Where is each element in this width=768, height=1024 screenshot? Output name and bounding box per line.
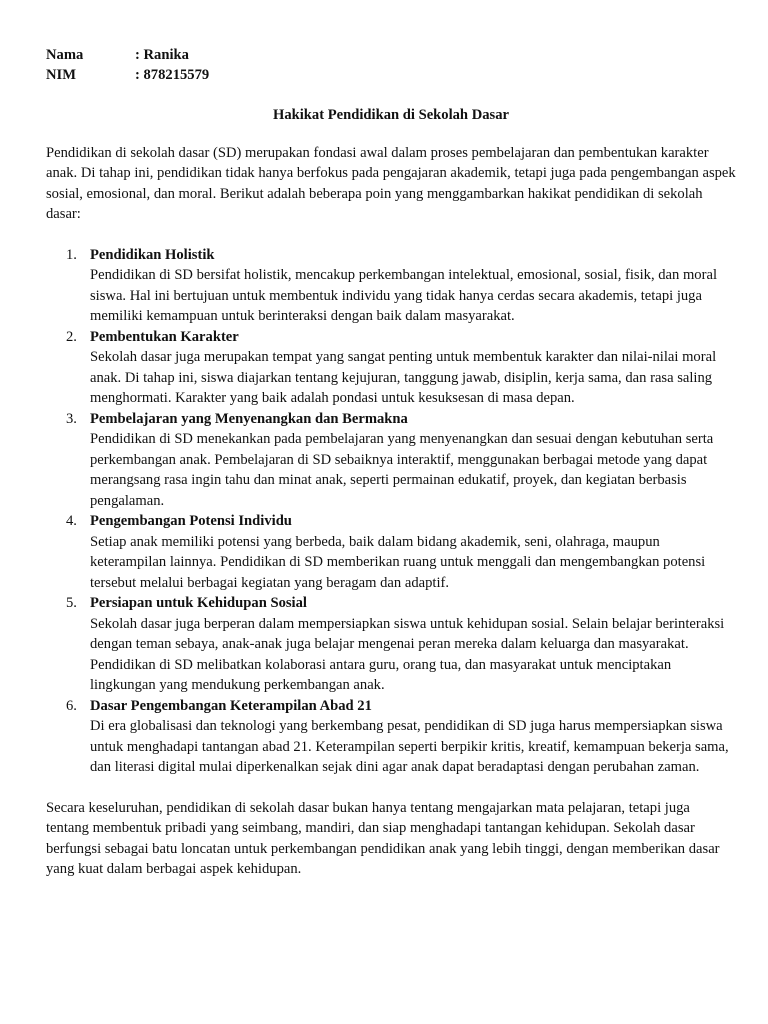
item-title: Pembentukan Karakter	[90, 328, 239, 345]
document-page	[46, 45, 736, 880]
item-number: 1.	[66, 246, 77, 263]
item-number: 6.	[66, 697, 77, 714]
item-title: Persiapan untuk Kehidupan Sosial	[90, 595, 307, 611]
item-number: 4.	[66, 513, 77, 529]
item-number: 5.	[66, 595, 77, 611]
name-label: Nama	[46, 47, 84, 63]
list-item	[46, 409, 736, 512]
item-number: 2.	[66, 328, 77, 345]
item-text: Sekolah dasar juga berperan dalam mempersiapkan siswa untuk kehidupan sosial. Selain belajar berinteraksi dengan teman sebaya, anak-anak juga belajar mengenai peran mereka dalam keluarga dan masyarakat. Pendidikan di SD melibatkan kolaborasi antara guru, orang tua, dan masyarakat untuk menciptakan lingkungan yang mendukung perkembangan anak.	[90, 615, 725, 693]
item-body	[90, 409, 736, 512]
nim-row	[46, 65, 736, 85]
points-list	[46, 245, 736, 778]
list-item	[46, 245, 736, 327]
item-body	[90, 245, 736, 327]
item-title: Pendidikan Holistik	[90, 246, 215, 263]
nim-label: NIM	[46, 67, 76, 83]
item-text: Sekolah dasar juga merupakan tempat yang sangat penting untuk membentuk karakter dan nilai-nilai moral anak. Di tahap ini, siswa diajarkan tentang kejujuran, tanggung jawab, disiplin, kerja sama, dan rasa saling menghormati. Karakter yang baik adalah pondasi untuk kesuksesan di masa depan.	[90, 349, 717, 406]
item-body	[90, 327, 736, 409]
list-item	[46, 511, 736, 593]
list-item	[46, 593, 736, 696]
item-text: Setiap anak memiliki potensi yang berbeda, baik dalam bidang akademik, seni, olahraga, maupun keterampilan lainnya. Pendidikan di SD memberikan ruang untuk menggali dan mengembangkan potensi tersebut melalui berbagai kegiatan yang beragam dan adaptif.	[90, 533, 706, 591]
item-text: Pendidikan di SD bersifat holistik, mencakup perkembangan intelektual, emosional, sosial, fisik, dan moral siswa. Hal ini bertujuan untuk membentuk individu yang tidak hanya cerdas secara akademis, tetapi juga memiliki kemampuan untuk berinteraksi dengan baik dalam masyarakat.	[90, 267, 717, 324]
item-title: Pembelajaran yang Menyenangkan dan Bermakna	[90, 410, 408, 427]
conclusion-paragraph: Secara keseluruhan, pendidikan di sekolah dasar bukan hanya tentang mengajarkan mata pelajaran, tetapi juga tentang membentuk pribadi yang seimbang, mandiri, dan siap menghadapi tantangan kehidupan. Sekolah dasar berfungsi sebagai batu loncatan untuk perkembangan pendidikan anak yang lebih tinggi, dengan memberikan dasar yang kuat dalam berbagai aspek kehidupan.	[46, 799, 720, 877]
document-title: Hakikat Pendidikan di Sekolah Dasar	[272, 107, 509, 123]
intro-paragraph: Pendidikan di sekolah dasar (SD) merupakan fondasi awal dalam proses pembelajaran dan pembentukan karakter anak. Di tahap ini, pendidikan tidak hanya berfokus pada pengajaran akademik, tetapi juga pada pengembangan aspek sosial, emosional, dan moral. Berikut adalah beberapa poin yang menggambarkan hakikat pendidikan di sekolah dasar:	[46, 144, 736, 222]
item-text: Di era globalisasi dan teknologi yang berkembang pesat, pendidikan di SD juga harus mempersiapkan siswa untuk menghadapi tantangan abad 21. Keterampilan seperti berpikir kritis, kreatif, kemampuan bekerja sama, dan literasi digital mulai diperkenalkan sejak dini agar anak dapat beradaptasi dengan perubahan zaman.	[90, 718, 729, 775]
item-title: Dasar Pengembangan Keterampilan Abad 21	[90, 697, 372, 714]
item-body	[90, 593, 736, 696]
item-body	[90, 511, 736, 593]
item-body	[90, 696, 736, 778]
item-title: Pengembangan Potensi Individu	[90, 513, 292, 529]
item-number: 3.	[66, 410, 77, 427]
list-item	[46, 327, 736, 409]
item-text: Pendidikan di SD menekankan pada pembelajaran yang menyenangkan dan sesuai dengan kebutuhan serta perkembangan anak. Pembelajaran di SD sebaiknya interaktif, menggunakan berbagai metode yang dapat merangsang rasa ingin tahu dan minat anak, seperti permainan edukatif, proyek, dan kegiatan berbasis pengalaman.	[90, 431, 714, 509]
name-row	[46, 45, 736, 65]
list-item	[46, 696, 736, 778]
nim-value: : 878215579	[135, 67, 210, 83]
name-value: : Ranika	[135, 47, 189, 63]
